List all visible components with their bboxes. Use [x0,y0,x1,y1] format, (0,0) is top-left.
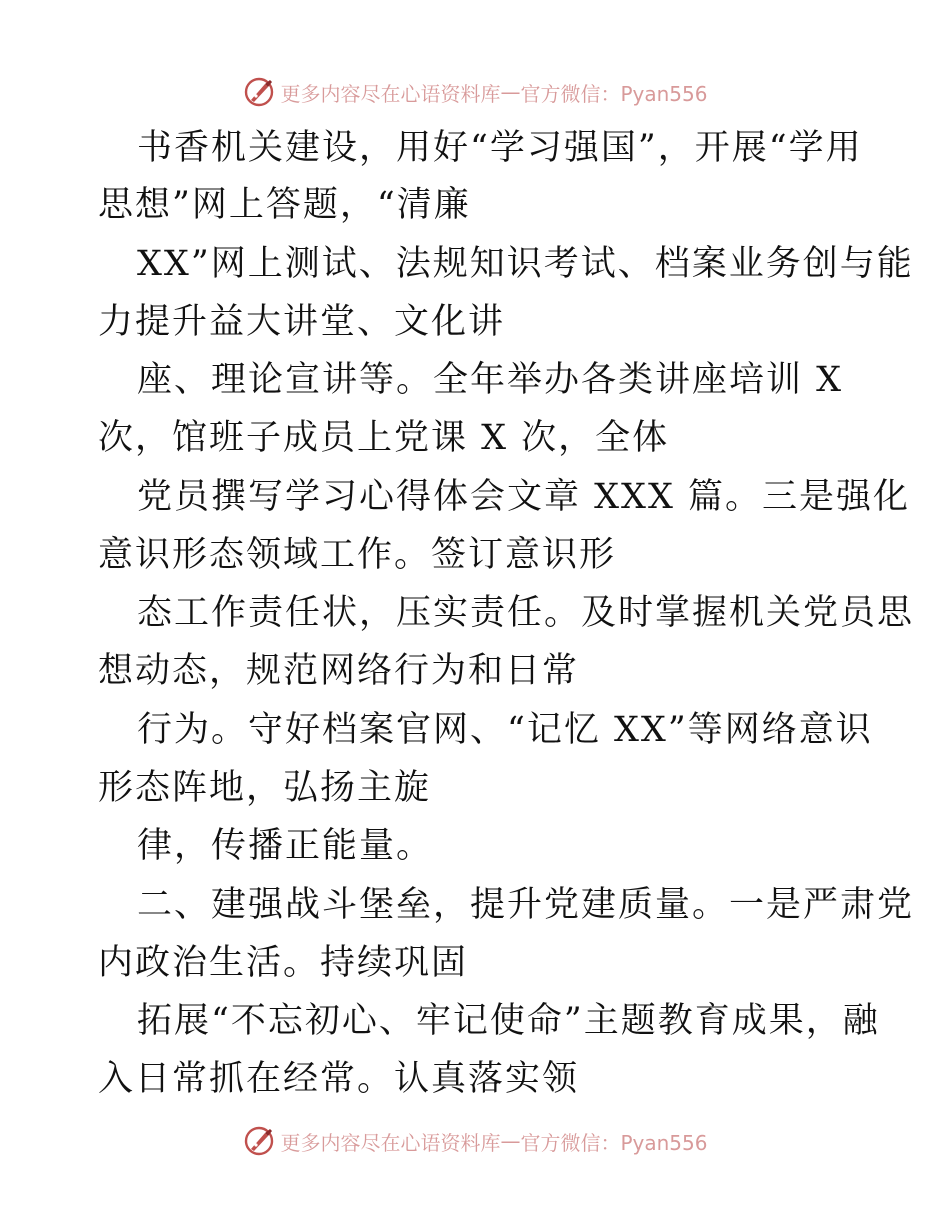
pen-nib-logo-icon [242,1124,276,1158]
watermark-brand-text: 更多内容尽在心语资料库 [280,1130,501,1155]
text-line: 书香机关建设，用好“学习强国”，开展“学用 [137,128,863,168]
header-watermark [0,72,950,112]
text-line: 想动态，规范网络行为和日常 [98,651,580,691]
text-line: 律，传播正能量。 [137,826,434,866]
text-line: 内政治生活。持续巩固 [98,943,469,983]
footer-watermark [0,1121,950,1161]
text-line: 态工作责任状，压实责任。及时掌握机关党员思 [137,593,915,633]
watermark-brand-text: 更多内容尽在心语资料库 [280,81,501,106]
pen-nib-logo-icon [242,75,276,109]
text-line: 二、建强战斗堡垒，提升党建质量。一是严肃党 [137,885,915,925]
text-line: 座、理论宣讲等。全年举办各类讲座培训 X [137,360,844,400]
text-line: 力提升益大讲堂、文化讲 [98,302,506,342]
watermark-separator: — [500,1129,521,1153]
watermark-wechat-text: 官方微信：Pyan556 [520,1130,708,1155]
text-line: 入日常抓在经常。认真落实领 [98,1059,580,1099]
text-line: 拓展“不忘初心、牢记使命”主题教育成果，融 [137,1001,880,1041]
text-line: 行为。守好档案官网、“记忆 XX”等网络意识 [137,710,873,750]
watermark-wechat-text: 官方微信：Pyan556 [520,81,708,106]
text-line: XX”网上测试、法规知识考试、档案业务创与能 [137,244,914,284]
watermark-separator: — [500,80,521,104]
text-line: 思想”网上答题，“清廉 [98,185,471,225]
text-line: 形态阵地，弘扬主旋 [98,768,432,808]
text-line: 意识形态领域工作。签订意识形 [98,535,617,575]
text-line: 党员撰写学习心得体会文章 XXX 篇。三是强化 [137,477,911,517]
text-line: 次，馆班子成员上党课 X 次，全体 [98,418,670,458]
